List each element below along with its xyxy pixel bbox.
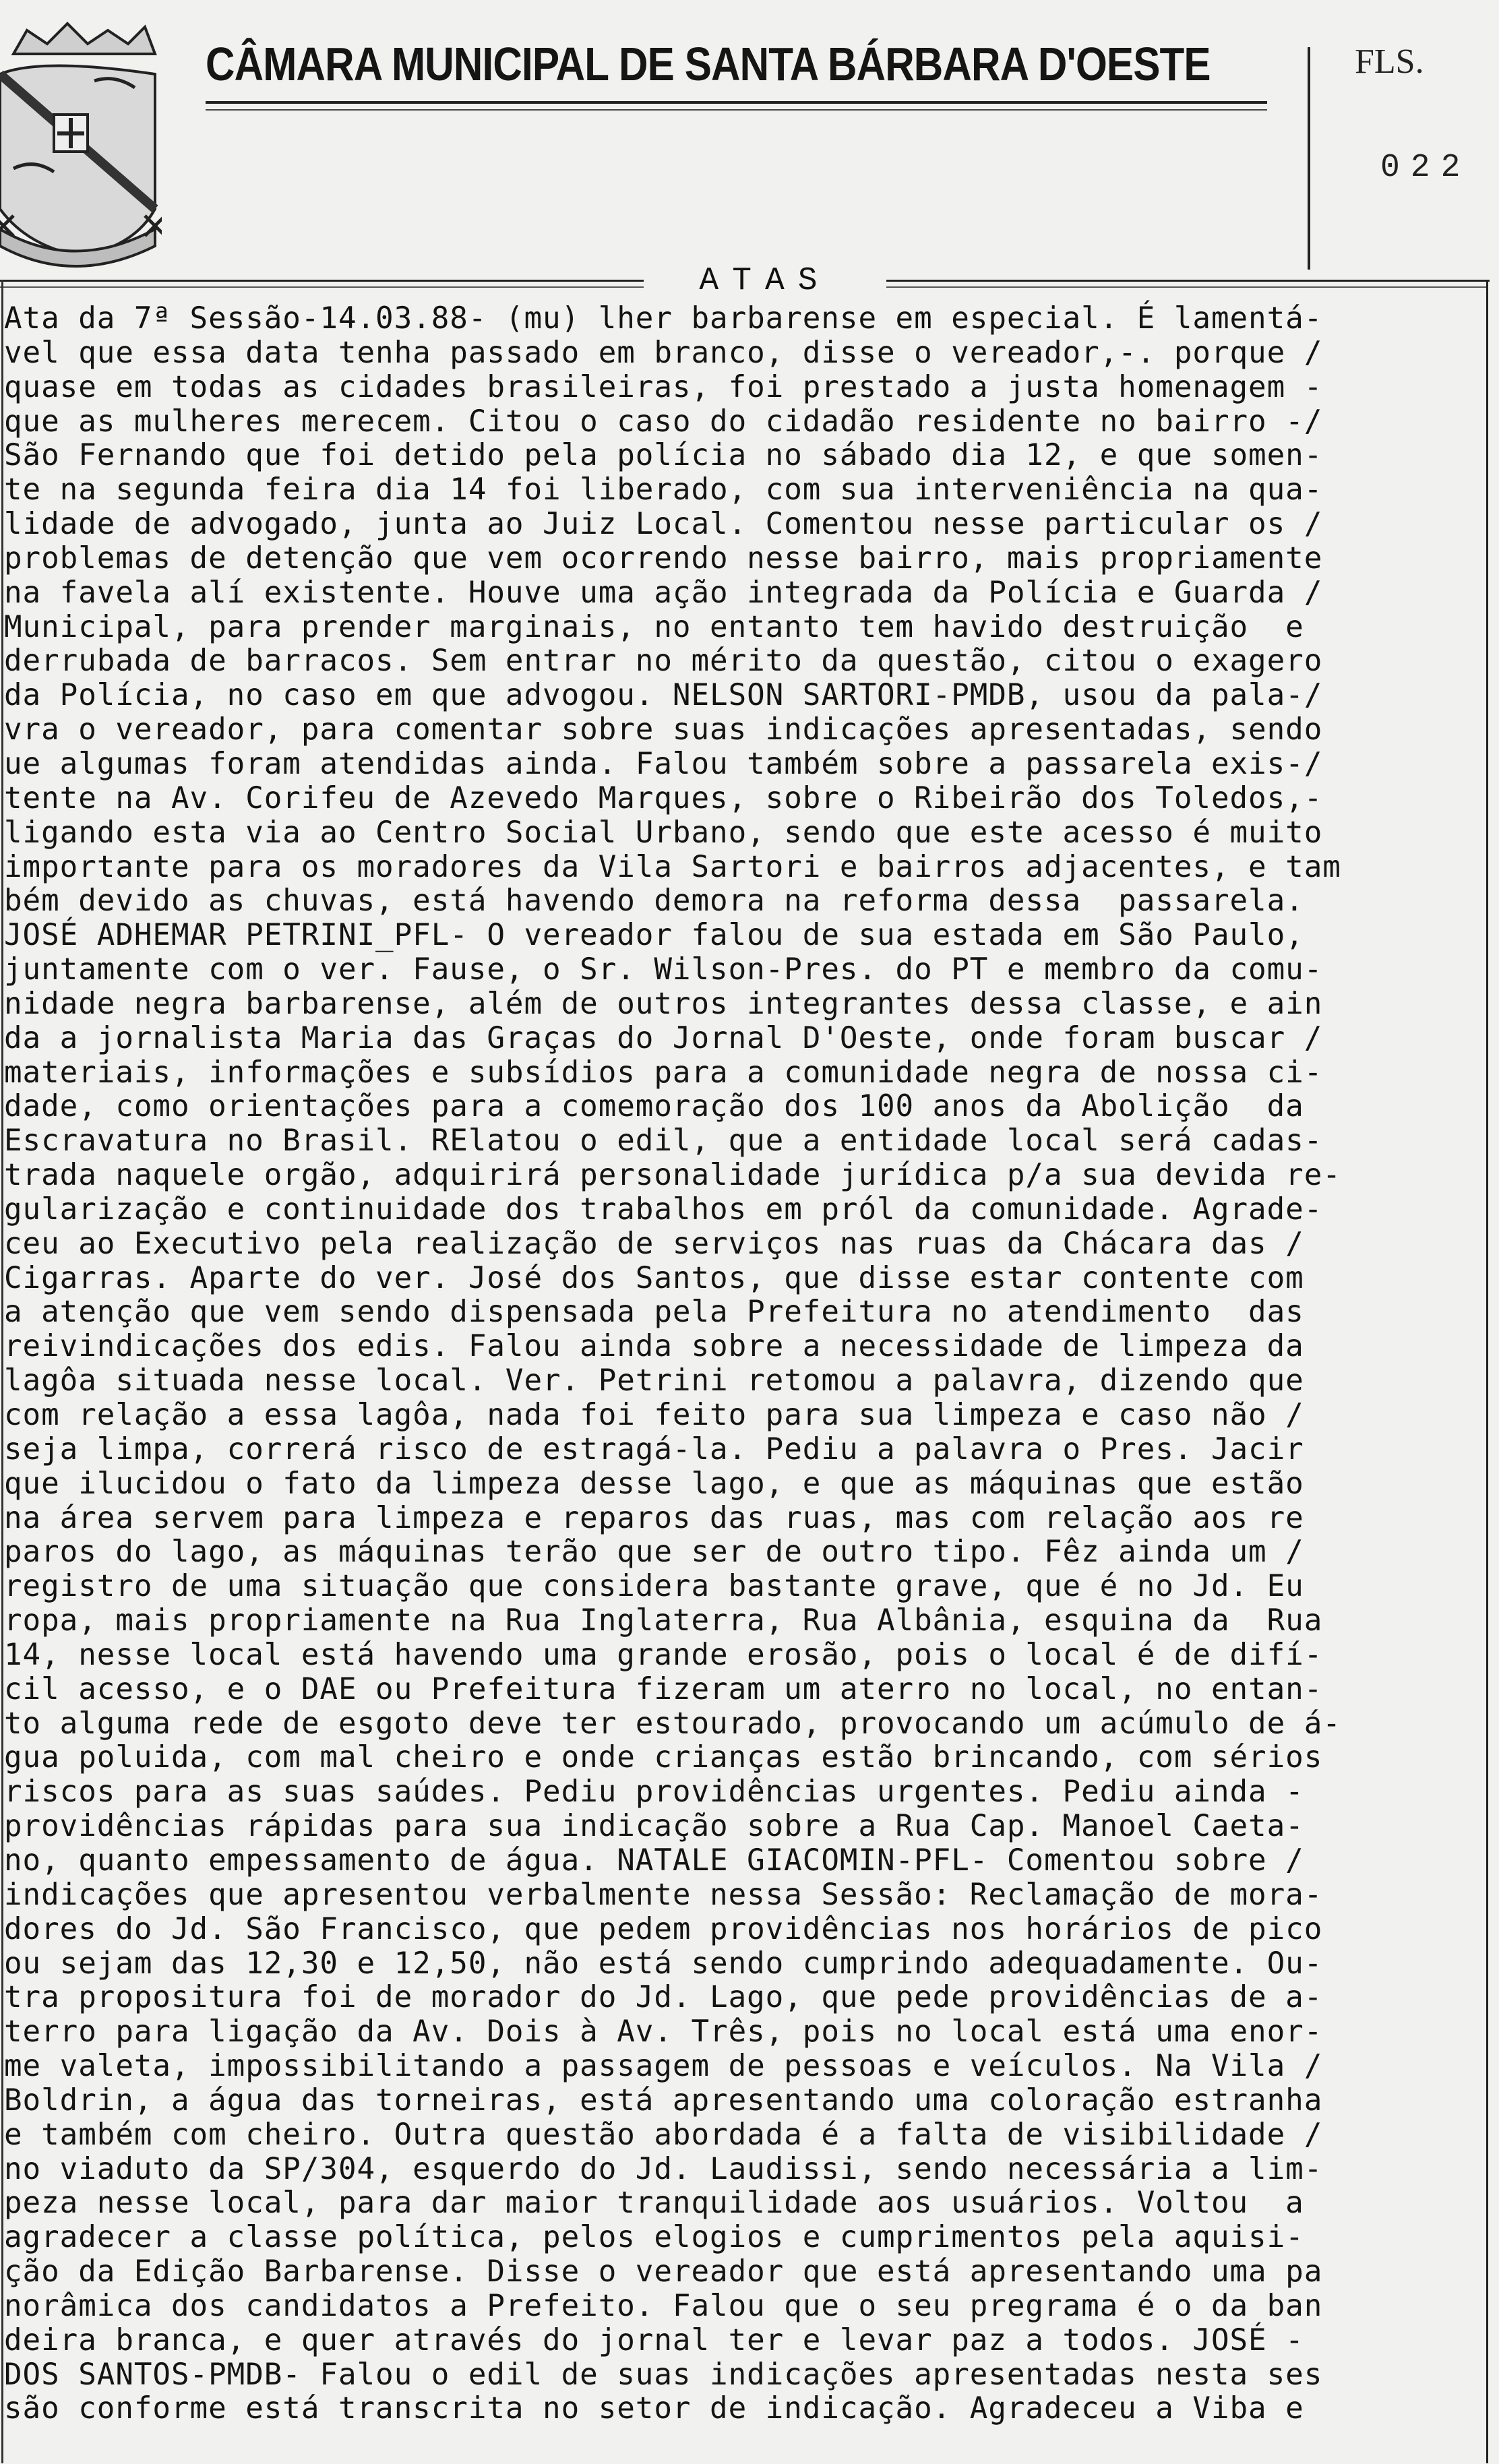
text-line: na área servem para limpeza e reparos das ruas, mas com relação aos re [4, 1500, 1304, 1535]
text-line: bém devido as chuvas, está havendo demora na reforma dessa passarela. [4, 884, 1304, 919]
text-line: da a jornalista Maria das Graças do Jornal D'Oeste, onde foram buscar / [4, 1020, 1323, 1055]
text-line: ropa, mais propriamente na Rua Inglaterra, Rua Albânia, esquina da Rua [4, 1603, 1323, 1638]
text-box-left-border [1, 280, 3, 2463]
text-line: que ilucidou o fato da limpeza desse lago, e que as máquinas que estão [4, 1466, 1304, 1501]
text-line: cil acesso, e o DAE ou Prefeitura fizeram um aterro no local, no entan- [4, 1671, 1323, 1706]
chamber-name-title: CÂMARA MUNICIPAL DE SANTA BÁRBARA D'OESTE [206, 38, 1211, 90]
text-line: materiais, informações e subsídios para a comunidade negra de nossa ci- [4, 1055, 1323, 1090]
text-line: dade, como orientações para a comemoração dos 100 anos da Abolição da [4, 1089, 1304, 1124]
text-line: quase em todas as cidades brasileiras, foi prestado a justa homenagem - [4, 369, 1323, 404]
municipal-coat-of-arms [0, 13, 162, 270]
text-line: que as mulheres merecem. Citou o caso do cidadão residente no bairro -/ [4, 404, 1323, 439]
text-line: na favela alí existente. Houve uma ação integrada da Polícia e Guarda / [4, 575, 1323, 610]
text-line: importante para os moradores da Vila Sartori e bairros adjacentes, e tam [4, 849, 1341, 884]
text-line: vra o vereador, para comentar sobre suas indicações apresentadas, sendo [4, 712, 1323, 747]
text-line: com relação a essa lagôa, nada foi feito para sua limpeza e caso não / [4, 1398, 1304, 1432]
text-line: no viaduto da SP/304, esquerdo do Jd. Laudissi, sendo necessária a lim- [4, 2151, 1323, 2186]
text-line: registro de uma situação que considera bastante grave, que é no Jd. Eu [4, 1569, 1304, 1604]
text-line: gua poluida, com mal cheiro e onde crianças estão brincando, com sérios [4, 1740, 1323, 1775]
text-line: tra propositura foi de morador do Jd. Lago, que pede providências de a- [4, 1980, 1323, 2015]
text-line: ligando esta via ao Centro Social Urbano, sendo que este acesso é muito [4, 815, 1323, 850]
text-line: vel que essa data tenha passado em branco, disse o vereador,-. porque / [4, 335, 1323, 370]
text-line: Boldrin, a água das torneiras, está apresentando uma coloração estranha [4, 2083, 1323, 2118]
text-line: da Polícia, no caso em que advogou. NELSON SARTORI-PMDB, usou da pala-/ [4, 678, 1323, 713]
text-line: Escravatura no Brasil. RElatou o edil, que a entidade local será cadas- [4, 1123, 1323, 1159]
text-line: e também com cheiro. Outra questão abordada é a falta de visibilidade / [4, 2117, 1323, 2152]
text-line: seja limpa, correrá risco de estragá-la. Pediu a palavra o Pres. Jacir [4, 1431, 1304, 1467]
text-line: to alguma rede de esgoto deve ter estourado, provocando um acúmulo de á- [4, 1706, 1341, 1741]
text-line: agradecer a classe política, pelos elogios e cumprimentos pela aquisi- [4, 2220, 1304, 2255]
text-line: dores do Jd. São Francisco, que pedem providências nos horários de pico [4, 1911, 1323, 1946]
text-line: trada naquele orgão, adquirirá personalidade jurídica p/a sua devida re- [4, 1158, 1341, 1193]
text-line: nidade negra barbarense, além de outros integrantes dessa classe, e ain [4, 986, 1323, 1021]
minutes-body-text [4, 302, 1487, 2426]
text-line: DOS SANTOS-PMDB- Falou o edil de suas indicações apresentadas nesta ses [4, 2357, 1323, 2392]
text-line: lidade de advogado, junta ao Juiz Local. Comentou nesse particular os / [4, 507, 1323, 542]
text-line: JOSÉ ADHEMAR PETRINI_PFL- O vereador falou de sua estada em São Paulo, [4, 918, 1304, 953]
text-line: reivindicações dos edis. Falou ainda sobre a necessidade de limpeza da [4, 1329, 1304, 1364]
text-line: no, quanto empessamento de água. NATALE GIACOMIN-PFL- Comentou sobre / [4, 1843, 1304, 1878]
text-line: ceu ao Executivo pela realização de serviços nas ruas da Chácara das / [4, 1226, 1304, 1261]
text-line: norâmica dos candidatos a Prefeito. Falou que o seu pregrama é o da ban [4, 2288, 1323, 2323]
text-line: terro para ligação da Av. Dois à Av. Três, pois no local está uma enor- [4, 2014, 1323, 2050]
text-line: ção da Edição Barbarense. Disse o vereador que está apresentando uma pa [4, 2254, 1323, 2289]
text-line: ou sejam das 12,30 e 12,50, não está sendo cumprindo adequadamente. Ou- [4, 1946, 1323, 1981]
text-line: Municipal, para prender marginais, no entanto tem havido destruição e [4, 609, 1304, 644]
text-line: me valeta, impossibilitando a passagem de pessoas e veículos. Na Vila / [4, 2049, 1323, 2084]
text-line: problemas de detenção que vem ocorrendo nesse bairro, mais propriamente [4, 541, 1323, 576]
folio-label: FLS. [1355, 42, 1424, 81]
text-line: juntamente com o ver. Fause, o Sr. Wilson-Pres. do PT e membro da comu- [4, 952, 1323, 987]
text-line: paros do lago, as máquinas terão que ser de outro tipo. Fêz ainda um / [4, 1535, 1304, 1570]
text-line: São Fernando que foi detido pela polícia no sábado dia 12, e que somen- [4, 438, 1323, 473]
text-line: lagôa situada nesse local. Ver. Petrini retomou a palavra, dizendo que [4, 1363, 1304, 1398]
text-line: riscos para as suas saúdes. Pediu providências urgentes. Pediu ainda - [4, 1775, 1304, 1810]
text-line: ue algumas foram atendidas ainda. Falou também sobre a passarela exis-/ [4, 746, 1323, 781]
header-rule-thin [206, 109, 1267, 111]
text-line: Cigarras. Aparte do ver. José dos Santos, que disse estar contente com [4, 1260, 1304, 1295]
text-line: tente na Av. Corifeu de Azevedo Marques, sobre o Ribeirão dos Toledos,- [4, 780, 1323, 815]
text-line: te na segunda feira dia 14 foi liberado, com sua interveniência na qua- [4, 472, 1323, 507]
text-line: indicações que apresentou verbalmente nessa Sessão: Reclamação de mora- [4, 1877, 1323, 1912]
text-line: são conforme está transcrita no setor de indicação. Agradeceu a Viba e [4, 2391, 1304, 2426]
section-title: ATAS [644, 263, 886, 299]
text-line: peza nesse local, para dar maior tranquilidade aos usuários. Voltou a [4, 2186, 1304, 2221]
text-line: providências rápidas para sua indicação sobre a Rua Cap. Manoel Caeta- [4, 1809, 1304, 1844]
text-line: Ata da 7ª Sessão-14.03.88- (mu) lher barbarense em especial. É lamentá- [4, 301, 1323, 336]
text-line: gularização e continuidade dos trabalhos em pról da comunidade. Agrade- [4, 1192, 1323, 1227]
header-rule [206, 101, 1267, 104]
header-divider [1308, 47, 1310, 270]
text-line: 14, nesse local está havendo uma grande erosão, pois o local é de difí- [4, 1637, 1323, 1672]
folio-number: 022 [1380, 150, 1471, 186]
text-line: derrubada de barracos. Sem entrar no mérito da questão, citou o exagero [4, 644, 1323, 679]
text-line: a atenção que vem sendo dispensada pela Prefeitura no atendimento das [4, 1295, 1304, 1330]
text-line: deira branca, e quer através do jornal ter e levar paz a todos. JOSÉ - [4, 2322, 1304, 2358]
